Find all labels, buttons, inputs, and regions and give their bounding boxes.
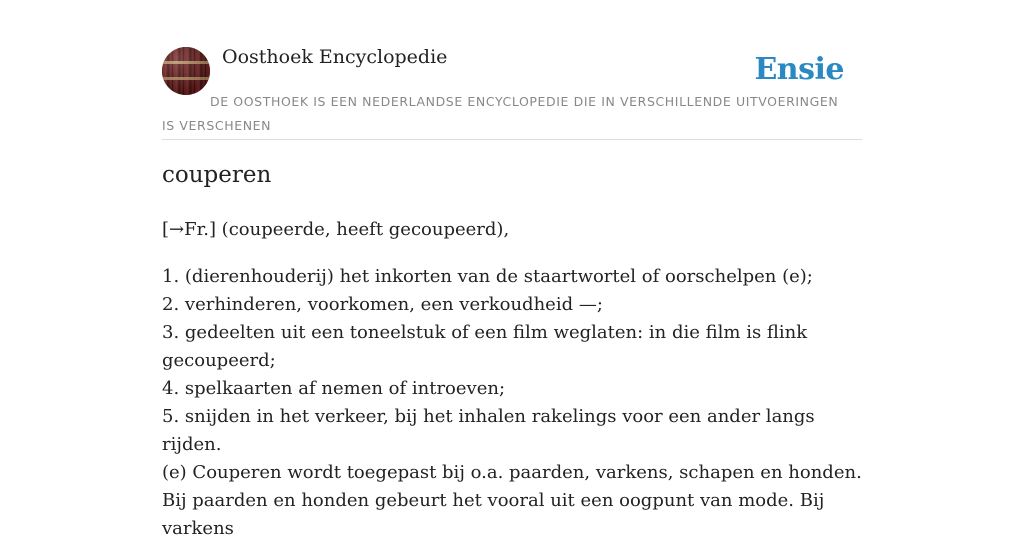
page-container <box>162 0 862 539</box>
definition-item: 1. (dierenhouderij) het inkorten van de staartwortel of oorschelpen (e); <box>162 266 813 287</box>
definition-item: 2. verhinderen, voorkomen, een verkoudheid —; <box>162 294 603 315</box>
definition-list <box>162 263 862 459</box>
definition-item: 5. snijden in het verkeer, bij het inhalen rakelings voor een ander langs rijden. <box>162 406 815 455</box>
ensie-logo-link[interactable]: Ensie <box>754 52 844 87</box>
entry-note: (e) Couperen wordt toegepast bij o.a. paarden, varkens, schapen en honden. Bij paarden en honden gebeurt het vooral uit een oogpunt van mode. Bij varkens <box>162 462 862 539</box>
entry-title: couperen <box>162 162 272 188</box>
site-tagline: DE OOSTHOEK IS EEN NEDERLANDSE ENCYCLOPEDIE DIE IN VERSCHILLENDE UITVOERINGEN IS VERSCHENEN <box>162 94 839 133</box>
encyclopedia-books-avatar-icon[interactable] <box>162 47 210 95</box>
definition-item: 3. gedeelten uit een toneelstuk of een film weglaten: in die film is flink gecoupeerd; <box>162 322 808 371</box>
avatar-shine <box>162 47 210 95</box>
site-header <box>162 0 862 140</box>
site-name-link[interactable]: Oosthoek Encyclopedie <box>222 46 448 68</box>
entry-etymology: [→Fr.] (coupeerde, heeft gecoupeerd), <box>162 219 510 240</box>
definition-item: 4. spelkaarten af nemen of introeven; <box>162 378 506 399</box>
